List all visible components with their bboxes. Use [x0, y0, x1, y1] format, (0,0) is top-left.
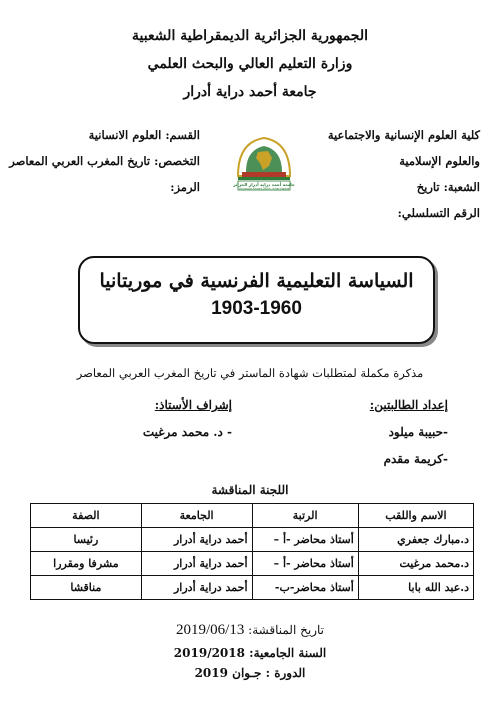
table-row: [31, 528, 474, 552]
branch-label: الشعبة: تاريخ: [416, 180, 480, 194]
jury-cell-university: أحمد دراية أدرار: [141, 528, 252, 552]
defense-date-label: تاريخ المناقشة:: [248, 623, 324, 637]
jury-table: [30, 503, 474, 600]
university-logo-icon: [232, 132, 296, 196]
faculty-line1: كلية العلوم الإنسانية والاجتماعية: [327, 128, 480, 142]
jury-cell-role: مشرفا ومقررا: [31, 552, 142, 576]
defense-date: [0, 622, 500, 639]
logo-caption-en: Université Ahmed DRAIA, Adrar-Algérie: [238, 187, 290, 191]
department-label: القسم: العلوم الانسانية: [88, 128, 200, 142]
jury-header-role: الصفة: [31, 504, 142, 528]
defense-date-value: 2019/06/13: [176, 622, 245, 638]
jury-header-name: الاسم واللقب: [358, 504, 473, 528]
jury-cell-role: رئيسا: [31, 528, 142, 552]
jury-cell-rank: أستاذ محاضر-ب-: [252, 576, 358, 600]
table-row: [31, 576, 474, 600]
university-header: جامعة أحمد دراية أدرار: [183, 84, 317, 100]
code-label: الرمز:: [170, 180, 200, 194]
republic-header: الجمهورية الجزائرية الديمقراطية الشعبية: [131, 28, 368, 44]
jury-cell-university: أحمد دراية أدرار: [141, 576, 252, 600]
table-row: [31, 552, 474, 576]
ministry-header: وزارة التعليم العالي والبحث العلمي: [147, 56, 353, 72]
serial-number-label: الرقم التسلسلي:: [397, 206, 480, 220]
jury-header-university: الجامعة: [141, 504, 252, 528]
jury-header-row: [31, 504, 474, 528]
student-name-2: -كريمة مقدم: [383, 452, 448, 466]
jury-cell-name: د.مبارك جعفري: [358, 528, 473, 552]
logo-caption-ar: جامعة أحمد دراية أدرار الجزائر: [233, 182, 295, 187]
title-frame: [78, 256, 435, 344]
thesis-title: السياسة التعليمية الفرنسية في موريتانيا: [99, 270, 414, 292]
jury-title: اللجنة المناقشة: [211, 483, 289, 497]
supervisor-name: - د. محمد مرغيت: [142, 425, 232, 439]
jury-header-rank: الرتبة: [252, 504, 358, 528]
jury-cell-rank: أستاذ محاضر -أ –: [252, 528, 358, 552]
jury-cell-name: د.عبد الله بابا: [358, 576, 473, 600]
jury-cell-rank: أستاذ محاضر -أ –: [252, 552, 358, 576]
supervisor-label: إشراف الأستاذ:: [154, 398, 232, 412]
students-label: إعداد الطالبتين:: [369, 398, 448, 412]
session: الدورة : جـوان 2019: [194, 666, 306, 680]
faculty-line2: والعلوم الإسلامية: [399, 154, 480, 168]
jury-cell-name: د.محمد مرغيت: [358, 552, 473, 576]
jury-cell-university: أحمد دراية أدرار: [141, 552, 252, 576]
memo-line: مذكرة مكملة لمتطلبات شهادة الماستر في تاريخ المغرب العربي المعاصر: [76, 366, 424, 380]
thesis-period: 1903-1960: [211, 298, 302, 319]
jury-cell-role: مناقشا: [31, 576, 142, 600]
specialty-label: التخصص: تاريخ المغرب العربي المعاصر: [9, 154, 200, 168]
student-name-1: -حبيبة ميلود: [388, 425, 448, 439]
academic-year: السنة الجامعية: 2019/2018: [173, 646, 327, 660]
